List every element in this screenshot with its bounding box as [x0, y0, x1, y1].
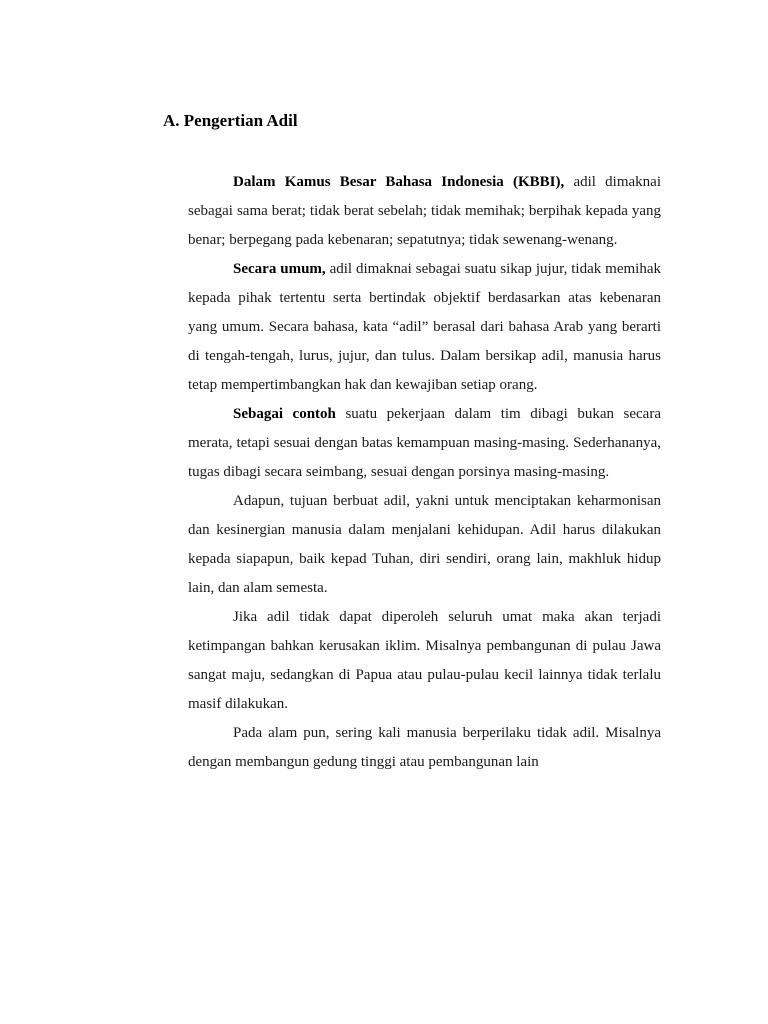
paragraph-text: Pada alam pun, sering kali manusia berperilaku tidak adil. Misalnya dengan membangun gedung tinggi atau pembangunan lain	[188, 725, 661, 770]
paragraph-text: Adapun, tujuan berbuat adil, yakni untuk menciptakan keharmonisan dan kesinergian manusia dalam menjalani kehidupan. Adil harus dilakukan kepada siapapun, baik kepad Tuhan, diri sendiri, orang lain, makhluk hidup lain, dan alam semesta.	[188, 493, 661, 596]
paragraph-lead: Dalam Kamus Besar Bahasa Indonesia (KBBI),	[233, 174, 565, 190]
paragraph-consequence	[188, 603, 661, 719]
paragraph-general-definition	[188, 255, 661, 400]
paragraph-purpose	[188, 487, 661, 603]
paragraph-text: adil dimaknai sebagai suatu sikap jujur, tidak memihak kepada pihak tertentu serta bertindak objektif berdasarkan atas kebenaran yang umum. Secara bahasa, kata “adil” berasal dari bahasa Arab yang berarti di tengah-tengah, lurus, jujur, dan tulus. Dalam bersikap adil, manusia harus tetap mempertimbangkan hak dan kewajiban setiap orang.	[188, 261, 661, 393]
document-body	[188, 168, 661, 777]
paragraph-lead: Secara umum,	[233, 261, 326, 277]
paragraph-text: suatu pekerjaan dalam tim dibagi bukan secara merata, tetapi sesuai dengan batas kemampuan masing-masing. Sederhananya, tugas dibagi secara seimbang, sesuai dengan porsinya masing-masing.	[188, 406, 661, 480]
section-heading: A. Pengertian Adil	[163, 111, 298, 130]
paragraph-lead: Sebagai contoh	[233, 406, 336, 422]
paragraph-text: Jika adil tidak dapat diperoleh seluruh umat maka akan terjadi ketimpangan bahkan kerusakan iklim. Misalnya pembangunan di pulau Jawa sangat maju, sedangkan di Papua atau pulau-pulau kecil lainnya tidak terlalu masif dilakukan.	[188, 609, 661, 712]
paragraph-example	[188, 400, 661, 487]
paragraph-text: adil dimaknai sebagai sama berat; tidak berat sebelah; tidak memihak; berpihak kepada yang benar; berpegang pada kebenaran; sepatutnya; tidak sewenang-wenang.	[188, 174, 662, 248]
paragraph-kbbi-definition	[188, 168, 661, 255]
paragraph-nature	[188, 719, 661, 777]
